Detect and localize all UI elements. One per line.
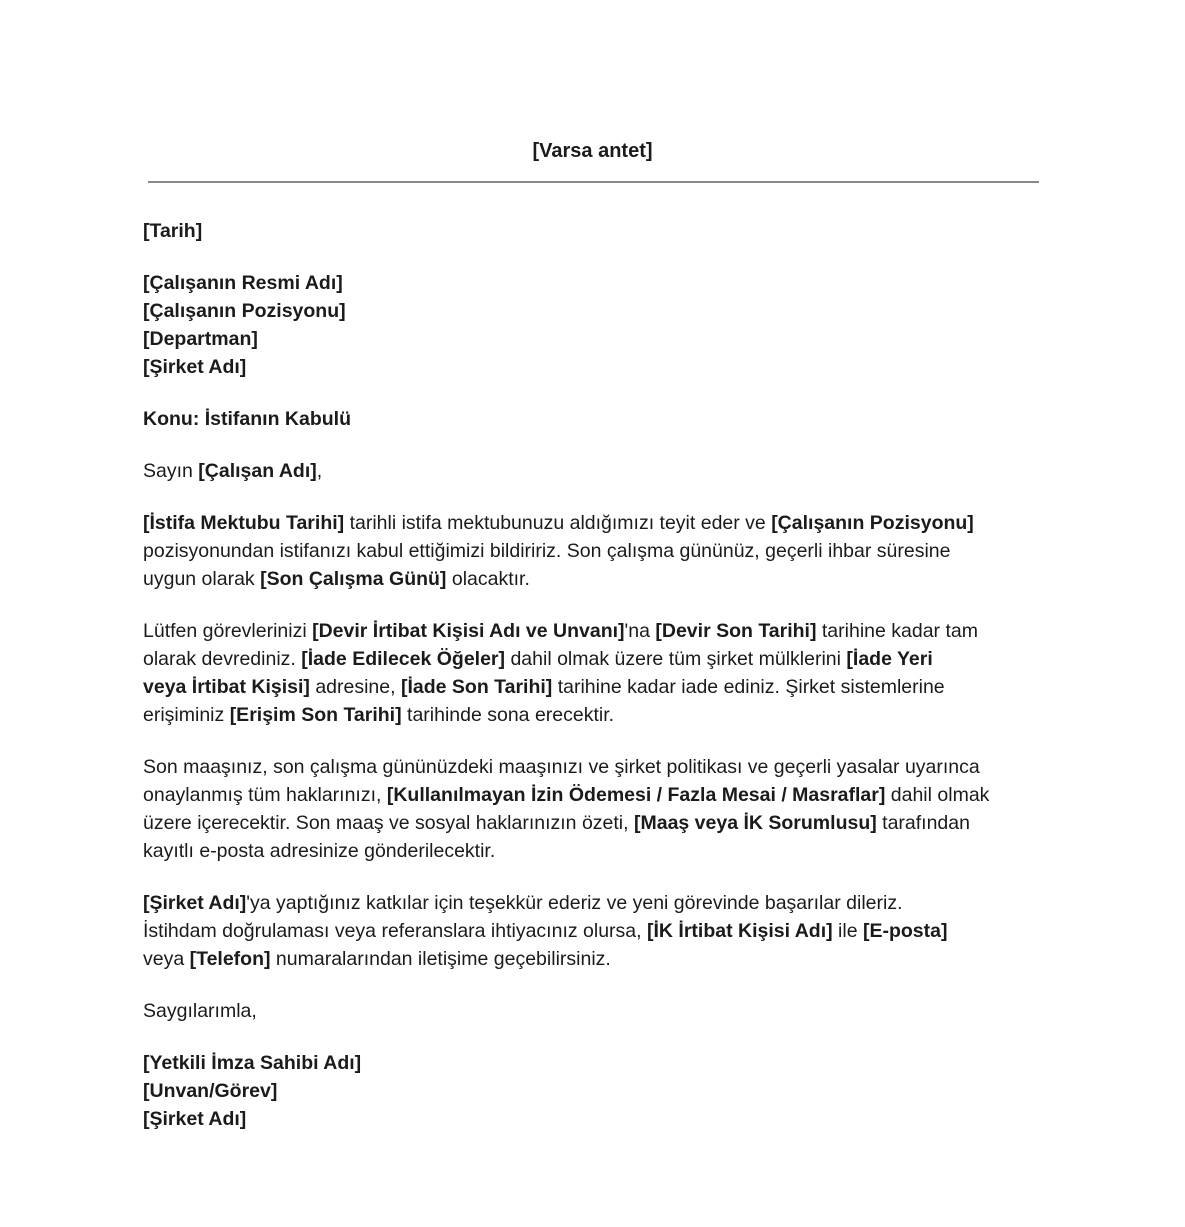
paragraph-acceptance xyxy=(143,509,1048,593)
recipient-block xyxy=(143,269,1048,381)
paragraph-text: olarak devredin xyxy=(143,648,277,670)
handover-deadline-placeholder: [Devir Son Tarihi] xyxy=(655,620,817,642)
date-placeholder: [Tarih] xyxy=(143,220,203,242)
paragraph-text: onaylanmış tüm haklarınızı, xyxy=(143,784,387,806)
header-divider xyxy=(148,181,1039,183)
paragraph-handover xyxy=(143,617,1048,729)
resignation-date-placeholder: [İstifa Mektubu Tarihi] xyxy=(143,512,345,534)
paragraph-line xyxy=(143,673,1048,701)
paragraph-text: olacaktır. xyxy=(446,568,530,590)
recipient-name: [Çalışanın Resmi Adı] xyxy=(143,272,343,294)
payroll-contact-placeholder: [Maaş veya İK Sorumlusu] xyxy=(633,812,877,834)
recipient-company: [Şirket Adı] xyxy=(143,356,247,378)
signatory-title: [Unvan/Görev] xyxy=(143,1080,278,1102)
signatory-company: [Şirket Adı] xyxy=(143,1108,247,1130)
paragraph-text: Lütfen görevlerinizi xyxy=(143,620,313,642)
paragraph-line xyxy=(143,889,1048,917)
closing-line: Saygılarımla, xyxy=(143,1000,257,1022)
paragraph-line xyxy=(143,509,1048,537)
paragraph-text: dahil olmak üzere tüm şirket mülklerini xyxy=(505,648,847,670)
letterhead-placeholder: [Varsa antet] xyxy=(532,140,653,162)
company-name-placeholder: [Şirket Adı] xyxy=(143,892,247,914)
paragraph-text: veya xyxy=(143,948,190,970)
subject-line: Konu: İstifanın Kabulü xyxy=(143,408,351,430)
paragraph-line xyxy=(143,565,1048,593)
salutation-line xyxy=(143,457,1048,485)
letter-body xyxy=(143,217,1048,1157)
email-placeholder: [E-posta] xyxy=(862,920,948,942)
paragraph-text: tarihli istifa mektubunuzu aldığımızı teyit eder ve xyxy=(344,512,772,534)
recipient-position: [Çalışanın Pozisyonu] xyxy=(143,300,346,322)
signature-block xyxy=(143,1049,1048,1133)
salutation-suffix: , xyxy=(316,460,323,482)
paragraph-line xyxy=(143,537,1048,565)
paragraph-line xyxy=(143,917,1048,945)
paragraph-text: 'ya yaptığınız katkılar için teşekkür ederiz ve yeni görevinde başarılar dileriz. xyxy=(246,892,903,914)
paragraph-text: numaralarından iletişime geçebilirsiniz. xyxy=(270,948,611,970)
paragraph-text: Son maaşınız, son çalışma gününüzdeki maaşınızı ve şirket politikası ve geçerli yasalar uyarınca xyxy=(143,756,980,778)
access-end-placeholder: [Erişim Son Tarihi] xyxy=(229,704,402,726)
salutation-prefix: Sayın xyxy=(143,460,199,482)
paragraph-text: kayıtlı e-posta adresinize gönderilecektir. xyxy=(143,840,496,862)
paragraph-text: tarihine kadar iade ediniz. Şirket sistemlerine xyxy=(552,676,945,698)
phone-placeholder: [Telefon] xyxy=(189,948,271,970)
paragraph-text: 'na xyxy=(624,620,656,642)
signatory-name: [Yetkili İmza Sahibi Adı] xyxy=(143,1052,362,1074)
benefits-placeholder: [Kullanılmayan İzin Ödemesi / Fazla Mesai / Masraflar] xyxy=(386,784,886,806)
last-workday-placeholder: [Son Çalışma Günü] xyxy=(260,568,447,590)
return-deadline-placeholder: [İade Son Tarihi] xyxy=(400,676,553,698)
closing-block xyxy=(143,997,1048,1025)
paragraph-text: ile xyxy=(832,920,863,942)
paragraph-text: tarihine kadar tam xyxy=(816,620,978,642)
paragraph-line xyxy=(143,753,1048,781)
paragraph-line xyxy=(143,809,1048,837)
return-location-placeholder-cont: veya İrtibat Kişisi] xyxy=(143,676,310,698)
paragraph-text: pozisyonundan istifanızı kabul ettiğimizi bildiririz. Son çalışma gününüz, geçerli ihbar süresine xyxy=(143,540,951,562)
subject-block xyxy=(143,405,1048,433)
paragraph-text: tarafından xyxy=(876,812,970,834)
paragraph-text: üzere içerecektir. Son maaş ve sosyal haklarınızın özeti, xyxy=(143,812,634,834)
paragraph-line xyxy=(143,837,1048,865)
paragraph-text: İstihdam doğrulaması veya referanslara ihtiyacınız olursa, xyxy=(143,920,647,942)
salutation-name: [Çalışan Adı] xyxy=(198,460,317,482)
paragraph-text: erişiminiz xyxy=(143,704,230,726)
paragraph-line xyxy=(143,617,1048,645)
paragraph-line xyxy=(143,945,1048,973)
paragraph-line xyxy=(143,781,1048,809)
paragraph-text: tarihinde sona erecektir. xyxy=(401,704,615,726)
paragraph-text: uygun olarak xyxy=(143,568,261,590)
recipient-department: [Departman] xyxy=(143,328,258,350)
salutation-block xyxy=(143,457,1048,485)
return-items-placeholder: [İade Edilecek Öğeler] xyxy=(301,648,506,670)
paragraph-thanks xyxy=(143,889,1048,973)
paragraph-text: adresine, xyxy=(309,676,401,698)
paragraph-final-pay xyxy=(143,753,1048,865)
hr-contact-placeholder: [İK İrtibat Kişisi Adı] xyxy=(646,920,833,942)
date-block xyxy=(143,217,1048,245)
paragraph-text: iz. xyxy=(276,648,302,670)
position-placeholder: [Çalışanın Pozisyonu] xyxy=(771,512,974,534)
handover-contact-placeholder: [Devir İrtibat Kişisi Adı ve Unvanı] xyxy=(312,620,625,642)
paragraph-line xyxy=(143,701,1048,729)
return-location-placeholder: [İade Yeri xyxy=(846,648,933,670)
paragraph-line xyxy=(143,645,1048,673)
paragraph-text: dahil olmak xyxy=(885,784,990,806)
